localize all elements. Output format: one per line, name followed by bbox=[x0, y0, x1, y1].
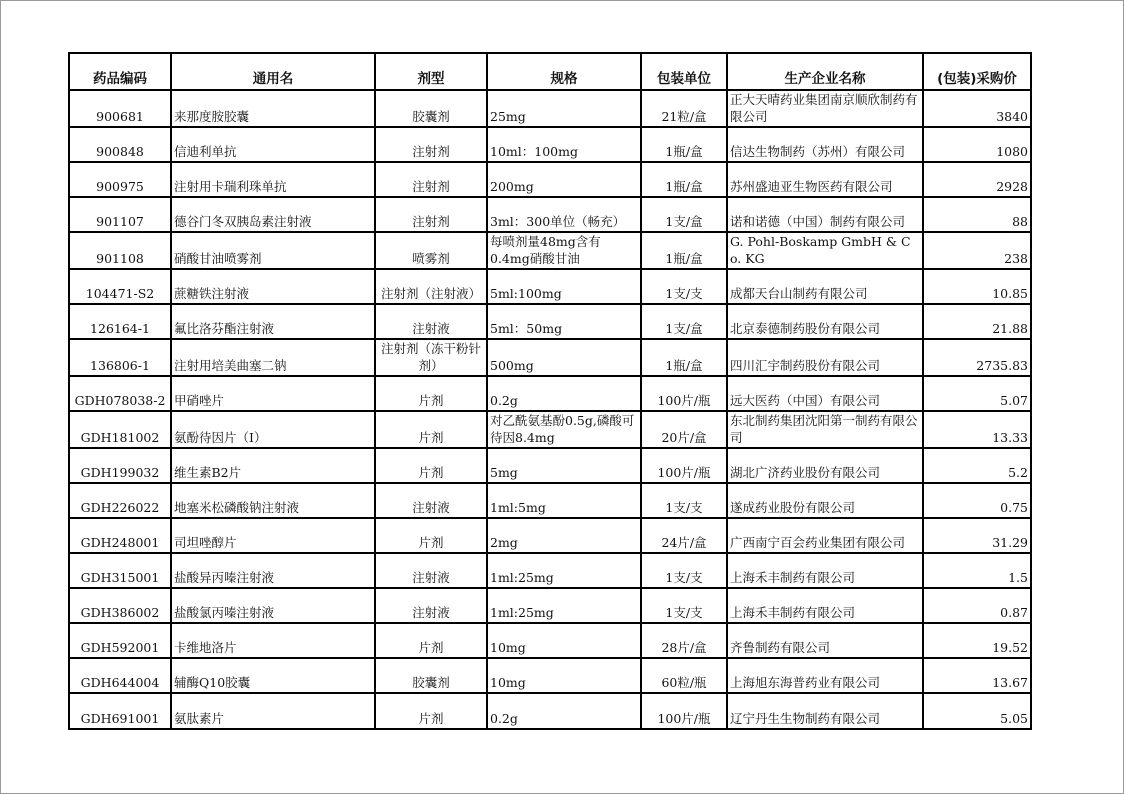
generic-name-cell: 维生素B2片 bbox=[171, 448, 375, 483]
dosage-form-cell: 片剂 bbox=[375, 518, 487, 553]
package-unit-cell: 100片/瓶 bbox=[641, 376, 727, 411]
manufacturer-cell: 四川汇宇制药股份有限公司 bbox=[727, 339, 923, 376]
table-row bbox=[69, 197, 1031, 232]
drug-code-cell: GDH078038-2 bbox=[69, 376, 171, 411]
package-unit-cell: 100片/瓶 bbox=[641, 448, 727, 483]
table-row bbox=[69, 411, 1031, 448]
package-unit-cell: 1瓶/盒 bbox=[641, 339, 727, 376]
drug-code-cell: GDH199032 bbox=[69, 448, 171, 483]
purchase-price-cell: 0.75 bbox=[923, 483, 1031, 518]
package-unit-cell: 100片/瓶 bbox=[641, 693, 727, 729]
manufacturer-cell: 齐鲁制药有限公司 bbox=[727, 623, 923, 658]
generic-name-cell: 来那度胺胶囊 bbox=[171, 90, 375, 127]
specification-cell: 5ml：50mg bbox=[487, 304, 641, 339]
dosage-form-cell: 胶囊剂 bbox=[375, 90, 487, 127]
manufacturer-cell: 广西南宁百会药业集团有限公司 bbox=[727, 518, 923, 553]
specification-cell: 10mg bbox=[487, 623, 641, 658]
purchase-price-cell: 1080 bbox=[923, 127, 1031, 162]
header-manufacturer: 生产企业名称 bbox=[727, 53, 923, 90]
generic-name-cell: 氨肽素片 bbox=[171, 693, 375, 729]
purchase-price-cell: 5.07 bbox=[923, 376, 1031, 411]
purchase-price-cell: 238 bbox=[923, 232, 1031, 269]
dosage-form-cell: 片剂 bbox=[375, 376, 487, 411]
specification-cell: 10mg bbox=[487, 658, 641, 693]
manufacturer-cell: 东北制药集团沈阳第一制药有限公司 bbox=[727, 411, 923, 448]
generic-name-cell: 氨酚待因片（Ⅰ） bbox=[171, 411, 375, 448]
dosage-form-cell: 注射液 bbox=[375, 553, 487, 588]
package-unit-cell: 1瓶/盒 bbox=[641, 162, 727, 197]
dosage-form-cell: 片剂 bbox=[375, 448, 487, 483]
table-row bbox=[69, 693, 1031, 729]
package-unit-cell: 1支/支 bbox=[641, 483, 727, 518]
drug-code-cell: 900848 bbox=[69, 127, 171, 162]
drug-code-cell: 104471-S2 bbox=[69, 269, 171, 304]
dosage-form-cell: 注射剂 bbox=[375, 162, 487, 197]
purchase-price-cell: 21.88 bbox=[923, 304, 1031, 339]
drug-code-cell: GDH315001 bbox=[69, 553, 171, 588]
drug-code-cell: GDH248001 bbox=[69, 518, 171, 553]
generic-name-cell: 卡维地洛片 bbox=[171, 623, 375, 658]
drug-code-cell: 126164-1 bbox=[69, 304, 171, 339]
package-unit-cell: 1支/支 bbox=[641, 269, 727, 304]
table-row bbox=[69, 90, 1031, 127]
generic-name-cell: 硝酸甘油喷雾剂 bbox=[171, 232, 375, 269]
manufacturer-cell: 湖北广济药业股份有限公司 bbox=[727, 448, 923, 483]
dosage-form-cell: 片剂 bbox=[375, 693, 487, 729]
generic-name-cell: 甲硝唑片 bbox=[171, 376, 375, 411]
manufacturer-cell: 辽宁丹生生物制药有限公司 bbox=[727, 693, 923, 729]
dosage-form-cell: 胶囊剂 bbox=[375, 658, 487, 693]
drug-code-cell: GDH691001 bbox=[69, 693, 171, 729]
table-row bbox=[69, 127, 1031, 162]
generic-name-cell: 蔗糖铁注射液 bbox=[171, 269, 375, 304]
table-row bbox=[69, 518, 1031, 553]
dosage-form-cell: 注射剂（冻干粉针剂） bbox=[375, 339, 487, 376]
package-unit-cell: 1支/盒 bbox=[641, 304, 727, 339]
package-unit-cell: 1支/支 bbox=[641, 588, 727, 623]
purchase-price-cell: 2928 bbox=[923, 162, 1031, 197]
drug-code-cell: GDH644004 bbox=[69, 658, 171, 693]
purchase-price-cell: 13.33 bbox=[923, 411, 1031, 448]
specification-cell: 500mg bbox=[487, 339, 641, 376]
purchase-price-cell: 13.67 bbox=[923, 658, 1031, 693]
drug-code-cell: GDH226022 bbox=[69, 483, 171, 518]
package-unit-cell: 1支/支 bbox=[641, 553, 727, 588]
manufacturer-cell: 上海旭东海普药业有限公司 bbox=[727, 658, 923, 693]
package-unit-cell: 21粒/盒 bbox=[641, 90, 727, 127]
purchase-price-cell: 5.05 bbox=[923, 693, 1031, 729]
drug-code-cell: GDH181002 bbox=[69, 411, 171, 448]
table-row bbox=[69, 483, 1031, 518]
manufacturer-cell: 诺和诺德（中国）制药有限公司 bbox=[727, 197, 923, 232]
table-row bbox=[69, 553, 1031, 588]
dosage-form-cell: 注射剂 bbox=[375, 127, 487, 162]
table-row bbox=[69, 376, 1031, 411]
drug-code-cell: 136806-1 bbox=[69, 339, 171, 376]
drug-price-table bbox=[68, 52, 1032, 730]
manufacturer-cell: 上海禾丰制药有限公司 bbox=[727, 588, 923, 623]
specification-cell: 25mg bbox=[487, 90, 641, 127]
table-row bbox=[69, 588, 1031, 623]
header-generic-name: 通用名 bbox=[171, 53, 375, 90]
specification-cell: 3ml：300单位（畅充） bbox=[487, 197, 641, 232]
specification-cell: 10ml：100mg bbox=[487, 127, 641, 162]
purchase-price-cell: 10.85 bbox=[923, 269, 1031, 304]
package-unit-cell: 28片/盒 bbox=[641, 623, 727, 658]
generic-name-cell: 盐酸氯丙嗪注射液 bbox=[171, 588, 375, 623]
specification-cell: 5mg bbox=[487, 448, 641, 483]
specification-cell: 0.2g bbox=[487, 376, 641, 411]
specification-cell: 对乙酰氨基酚0.5g,磷酸可待因8.4mg bbox=[487, 411, 641, 448]
specification-cell: 每喷剂量48mg含有0.4mg硝酸甘油 bbox=[487, 232, 641, 269]
table-row bbox=[69, 658, 1031, 693]
dosage-form-cell: 注射液 bbox=[375, 483, 487, 518]
dosage-form-cell: 注射剂（注射液） bbox=[375, 269, 487, 304]
generic-name-cell: 司坦唑醇片 bbox=[171, 518, 375, 553]
drug-code-cell: 901107 bbox=[69, 197, 171, 232]
generic-name-cell: 注射用培美曲塞二钠 bbox=[171, 339, 375, 376]
generic-name-cell: 盐酸异丙嗪注射液 bbox=[171, 553, 375, 588]
drug-code-cell: 900975 bbox=[69, 162, 171, 197]
manufacturer-cell: G. Pohl-Boskamp GmbH & Co. KG bbox=[727, 232, 923, 269]
package-unit-cell: 1瓶/盒 bbox=[641, 127, 727, 162]
generic-name-cell: 注射用卡瑞利珠单抗 bbox=[171, 162, 375, 197]
table-row bbox=[69, 304, 1031, 339]
table-row bbox=[69, 448, 1031, 483]
generic-name-cell: 信迪利单抗 bbox=[171, 127, 375, 162]
purchase-price-cell: 88 bbox=[923, 197, 1031, 232]
table-body bbox=[69, 90, 1031, 729]
manufacturer-cell: 远大医药（中国）有限公司 bbox=[727, 376, 923, 411]
dosage-form-cell: 片剂 bbox=[375, 411, 487, 448]
package-unit-cell: 24片/盒 bbox=[641, 518, 727, 553]
drug-code-cell: 900681 bbox=[69, 90, 171, 127]
manufacturer-cell: 苏州盛迪亚生物医药有限公司 bbox=[727, 162, 923, 197]
generic-name-cell: 辅酶Q10胶囊 bbox=[171, 658, 375, 693]
header-purchase-price: (包装)采购价 bbox=[923, 53, 1031, 90]
header-package-unit: 包装单位 bbox=[641, 53, 727, 90]
header-dosage-form: 剂型 bbox=[375, 53, 487, 90]
header-drug-code: 药品编码 bbox=[69, 53, 171, 90]
table-row bbox=[69, 269, 1031, 304]
specification-cell: 1ml:25mg bbox=[487, 553, 641, 588]
manufacturer-cell: 成都天台山制药有限公司 bbox=[727, 269, 923, 304]
package-unit-cell: 1支/盒 bbox=[641, 197, 727, 232]
drug-code-cell: 901108 bbox=[69, 232, 171, 269]
table-row bbox=[69, 162, 1031, 197]
purchase-price-cell: 1.5 bbox=[923, 553, 1031, 588]
manufacturer-cell: 正大天晴药业集团南京顺欣制药有限公司 bbox=[727, 90, 923, 127]
manufacturer-cell: 上海禾丰制药有限公司 bbox=[727, 553, 923, 588]
package-unit-cell: 20片/盒 bbox=[641, 411, 727, 448]
table-row bbox=[69, 232, 1031, 269]
purchase-price-cell: 5.2 bbox=[923, 448, 1031, 483]
dosage-form-cell: 注射液 bbox=[375, 588, 487, 623]
manufacturer-cell: 北京泰德制药股份有限公司 bbox=[727, 304, 923, 339]
table-header-row bbox=[69, 53, 1031, 90]
drug-code-cell: GDH592001 bbox=[69, 623, 171, 658]
generic-name-cell: 德谷门冬双胰岛素注射液 bbox=[171, 197, 375, 232]
specification-cell: 0.2g bbox=[487, 693, 641, 729]
manufacturer-cell: 信达生物制药（苏州）有限公司 bbox=[727, 127, 923, 162]
dosage-form-cell: 片剂 bbox=[375, 623, 487, 658]
header-specification: 规格 bbox=[487, 53, 641, 90]
generic-name-cell: 地塞米松磷酸钠注射液 bbox=[171, 483, 375, 518]
purchase-price-cell: 3840 bbox=[923, 90, 1031, 127]
drug-code-cell: GDH386002 bbox=[69, 588, 171, 623]
specification-cell: 1ml:25mg bbox=[487, 588, 641, 623]
table-row bbox=[69, 623, 1031, 658]
dosage-form-cell: 注射剂 bbox=[375, 197, 487, 232]
specification-cell: 1ml:5mg bbox=[487, 483, 641, 518]
purchase-price-cell: 31.29 bbox=[923, 518, 1031, 553]
dosage-form-cell: 喷雾剂 bbox=[375, 232, 487, 269]
purchase-price-cell: 0.87 bbox=[923, 588, 1031, 623]
specification-cell: 5ml:100mg bbox=[487, 269, 641, 304]
purchase-price-cell: 19.52 bbox=[923, 623, 1031, 658]
table-row bbox=[69, 339, 1031, 376]
specification-cell: 2mg bbox=[487, 518, 641, 553]
package-unit-cell: 60粒/瓶 bbox=[641, 658, 727, 693]
generic-name-cell: 氟比洛芬酯注射液 bbox=[171, 304, 375, 339]
dosage-form-cell: 注射液 bbox=[375, 304, 487, 339]
specification-cell: 200mg bbox=[487, 162, 641, 197]
purchase-price-cell: 2735.83 bbox=[923, 339, 1031, 376]
package-unit-cell: 1瓶/盒 bbox=[641, 232, 727, 269]
manufacturer-cell: 遂成药业股份有限公司 bbox=[727, 483, 923, 518]
